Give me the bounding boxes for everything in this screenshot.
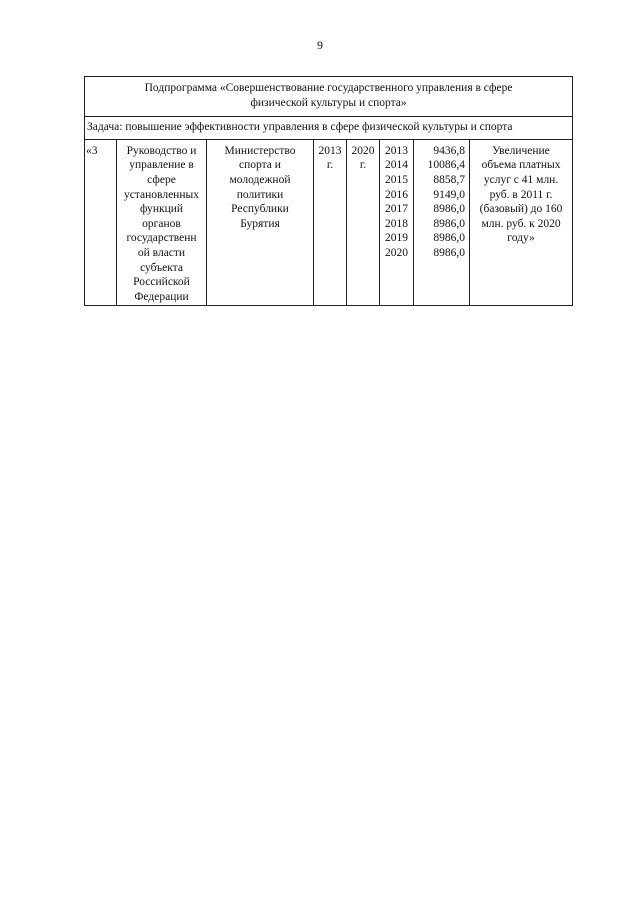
- year-item: 2019: [385, 232, 408, 245]
- activity-line: ой власти: [137, 246, 186, 259]
- task-row: [85, 117, 573, 140]
- page-number: 9: [317, 38, 323, 52]
- amount-item: 9149,0: [433, 188, 465, 201]
- executor-line: политики: [236, 188, 284, 201]
- amount-item: 8986,0: [433, 203, 465, 216]
- result-line: услуг с 41 млн.: [483, 173, 559, 186]
- activity-line: государственн: [126, 232, 197, 245]
- result-cell: [470, 139, 573, 306]
- executor-line: Министерство: [224, 144, 296, 157]
- year-item: 2018: [385, 217, 408, 230]
- executor-line: молодежной: [229, 173, 291, 186]
- year-item: 2020: [385, 246, 408, 259]
- activity-line: Руководство и: [126, 144, 197, 157]
- amount-item: 8986,0: [433, 232, 465, 245]
- activity-line: управление в: [129, 159, 194, 172]
- year-item: 2015: [385, 173, 408, 186]
- result-line: (базовый) до 160: [479, 203, 563, 216]
- start-year-cell: [314, 139, 347, 306]
- years-cell: [380, 139, 414, 306]
- subprogram-table: [84, 76, 573, 306]
- activity-line: установленных: [124, 188, 199, 201]
- result-line: Увеличение: [492, 144, 550, 157]
- activity-line: субъекта: [140, 261, 183, 274]
- year-item: 2013: [385, 144, 408, 157]
- executor-line: Республики: [231, 203, 289, 216]
- amounts-cell: [414, 139, 470, 306]
- result-line: году»: [507, 232, 535, 245]
- year-item: 2014: [385, 159, 408, 172]
- activity-line: органов: [142, 217, 181, 230]
- start-year-suffix: г.: [326, 159, 334, 172]
- amount-item: 8986,0: [433, 217, 465, 230]
- activity-cell: [117, 139, 207, 306]
- activity-line: Российской: [133, 276, 190, 289]
- subprogram-title-line: физической культуры и спорта»: [250, 96, 407, 109]
- executor-line: спорта и: [239, 159, 281, 172]
- result-line: млн. руб. к 2020: [481, 217, 561, 230]
- amount-item: 9436,8: [433, 144, 465, 157]
- year-item: 2016: [385, 188, 408, 201]
- executor-line: Бурятия: [240, 217, 280, 230]
- year-item: 2017: [385, 203, 408, 216]
- subprogram-title-row: [85, 77, 573, 117]
- activity-line: Федерации: [134, 290, 189, 303]
- activity-line: сфере: [147, 173, 176, 186]
- table-row: [85, 139, 573, 306]
- subprogram-title: [85, 77, 573, 117]
- end-year-suffix: г.: [359, 159, 367, 172]
- activity-line: функций: [139, 203, 184, 216]
- amount-item: 8986,0: [433, 246, 465, 259]
- end-year: 2020: [351, 144, 375, 157]
- result-line: объема платных: [481, 159, 561, 172]
- result-line: руб. в 2011 г.: [489, 188, 553, 201]
- row-number: «3: [85, 139, 117, 306]
- executor-cell: [207, 139, 314, 306]
- subprogram-title-line: Подпрограмма «Совершенствование государственного управления в сфере: [144, 82, 513, 94]
- end-year-cell: [347, 139, 380, 306]
- amount-item: 8858,7: [433, 173, 465, 186]
- task-text: Задача: повышение эффективности управления в сфере физической культуры и спорта: [85, 117, 573, 140]
- start-year: 2013: [318, 144, 342, 157]
- amount-item: 10086,4: [427, 159, 465, 172]
